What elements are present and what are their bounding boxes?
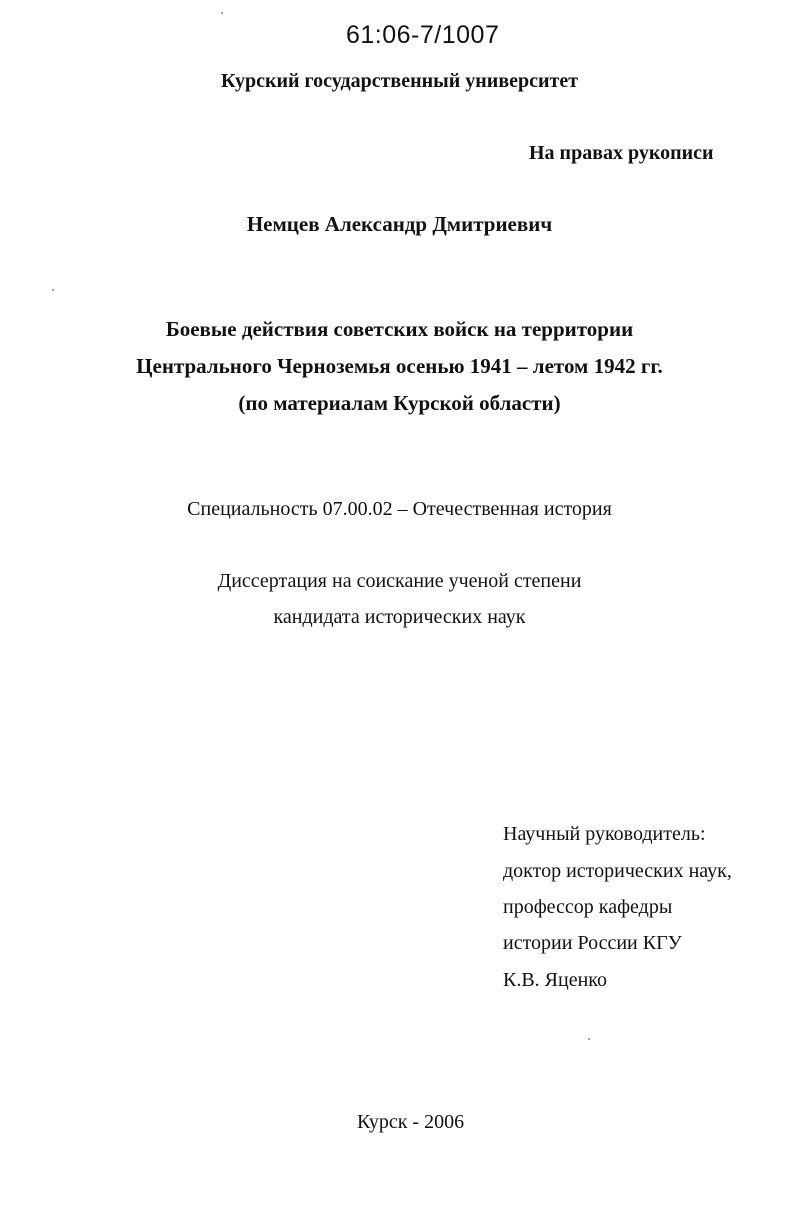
supervisor-line-1: Научный руководитель: xyxy=(503,823,706,845)
specialty: Специальность 07.00.02 – Отечественная история xyxy=(187,498,612,520)
supervisor-line-3: профессор кафедры xyxy=(503,896,673,918)
university-name: Курский государственный университет xyxy=(220,70,579,92)
scan-speck xyxy=(52,289,54,291)
supervisor-line-5: К.В. Яценко xyxy=(503,969,608,991)
supervisor-line-4: истории России КГУ xyxy=(503,932,682,954)
degree-line-2: кандидата исторических наук xyxy=(273,606,526,628)
scan-speck xyxy=(221,12,223,14)
supervisor-line-2: доктор исторических наук, xyxy=(503,860,732,882)
catalog-number: 61:06-7/1007 xyxy=(346,21,500,49)
title-line-2: Центрального Черноземья осенью 1941 – летом 1942 гг. xyxy=(136,354,663,378)
manuscript-rights-note: На правах рукописи xyxy=(529,142,714,164)
place-and-year: Курск - 2006 xyxy=(357,1111,465,1133)
degree-line-1: Диссертация на соискание ученой степени xyxy=(217,570,582,592)
author-name: Немцев Александр Дмитриевич xyxy=(246,212,553,236)
title-line-1: Боевые действия советских войск на территории xyxy=(165,317,634,341)
scan-speck xyxy=(588,1038,590,1040)
title-line-3: (по материалам Курской области) xyxy=(238,391,561,415)
